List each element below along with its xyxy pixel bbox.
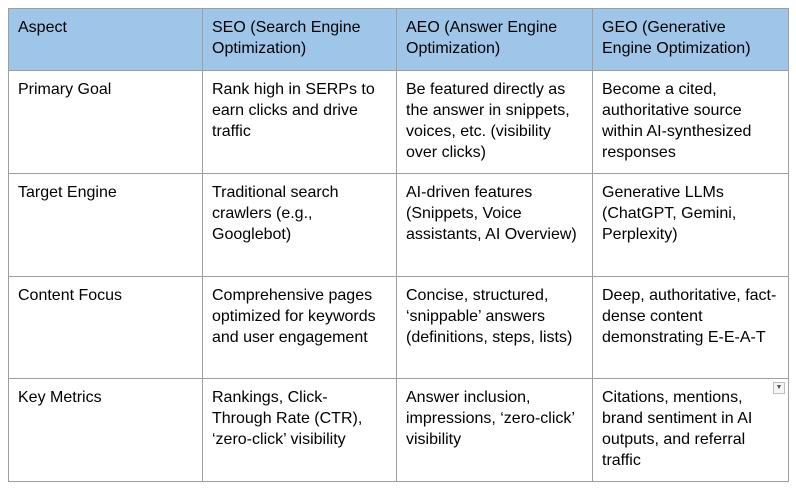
cell-seo[interactable]: Traditional search crawlers (e.g., Googlebot) <box>203 174 397 277</box>
cell-aeo[interactable]: Be featured directly as the answer in snippets, voices, etc. (visibility over clicks) <box>397 71 593 174</box>
cell-aspect[interactable]: Target Engine <box>9 174 203 277</box>
cell-aeo[interactable]: Answer inclusion, impressions, ‘zero-click’ visibility <box>397 379 593 482</box>
header-aspect[interactable]: Aspect <box>9 9 203 71</box>
header-aeo[interactable]: AEO (Answer Engine Optimization) <box>397 9 593 71</box>
table-row <box>9 174 789 277</box>
cell-geo-text: Citations, mentions, brand sentiment in AI outputs, and referral traffic <box>602 389 753 469</box>
cell-geo[interactable]: Deep, authoritative, fact-dense content demonstrating E-E-A-T <box>593 277 789 379</box>
header-seo[interactable]: SEO (Search Engine Optimization) <box>203 9 397 71</box>
cell-seo[interactable]: Rank high in SERPs to earn clicks and drive traffic <box>203 71 397 174</box>
table-row <box>9 379 789 482</box>
table-row <box>9 277 789 379</box>
header-geo[interactable]: GEO (Generative Engine Optimization) <box>593 9 789 71</box>
header-row <box>9 9 789 71</box>
cell-geo[interactable]: Become a cited, authoritative source within AI-synthesized responses <box>593 71 789 174</box>
table-row <box>9 71 789 174</box>
cell-aspect[interactable]: Key Metrics <box>9 379 203 482</box>
cell-geo-selected[interactable] <box>593 379 789 482</box>
cell-seo[interactable]: Comprehensive pages optimized for keywords and user engagement <box>203 277 397 379</box>
cell-aspect[interactable]: Primary Goal <box>9 71 203 174</box>
cell-geo[interactable]: Generative LLMs (ChatGPT, Gemini, Perplexity) <box>593 174 789 277</box>
cell-aeo[interactable]: AI-driven features (Snippets, Voice assistants, AI Overview) <box>397 174 593 277</box>
chevron-down-icon[interactable]: ▼ <box>773 382 785 394</box>
cell-seo[interactable]: Rankings, Click-Through Rate (CTR), ‘zero-click’ visibility <box>203 379 397 482</box>
cell-aeo[interactable]: Concise, structured, ‘snippable’ answers (definitions, steps, lists) <box>397 277 593 379</box>
comparison-table <box>8 8 789 482</box>
cell-aspect[interactable]: Content Focus <box>9 277 203 379</box>
